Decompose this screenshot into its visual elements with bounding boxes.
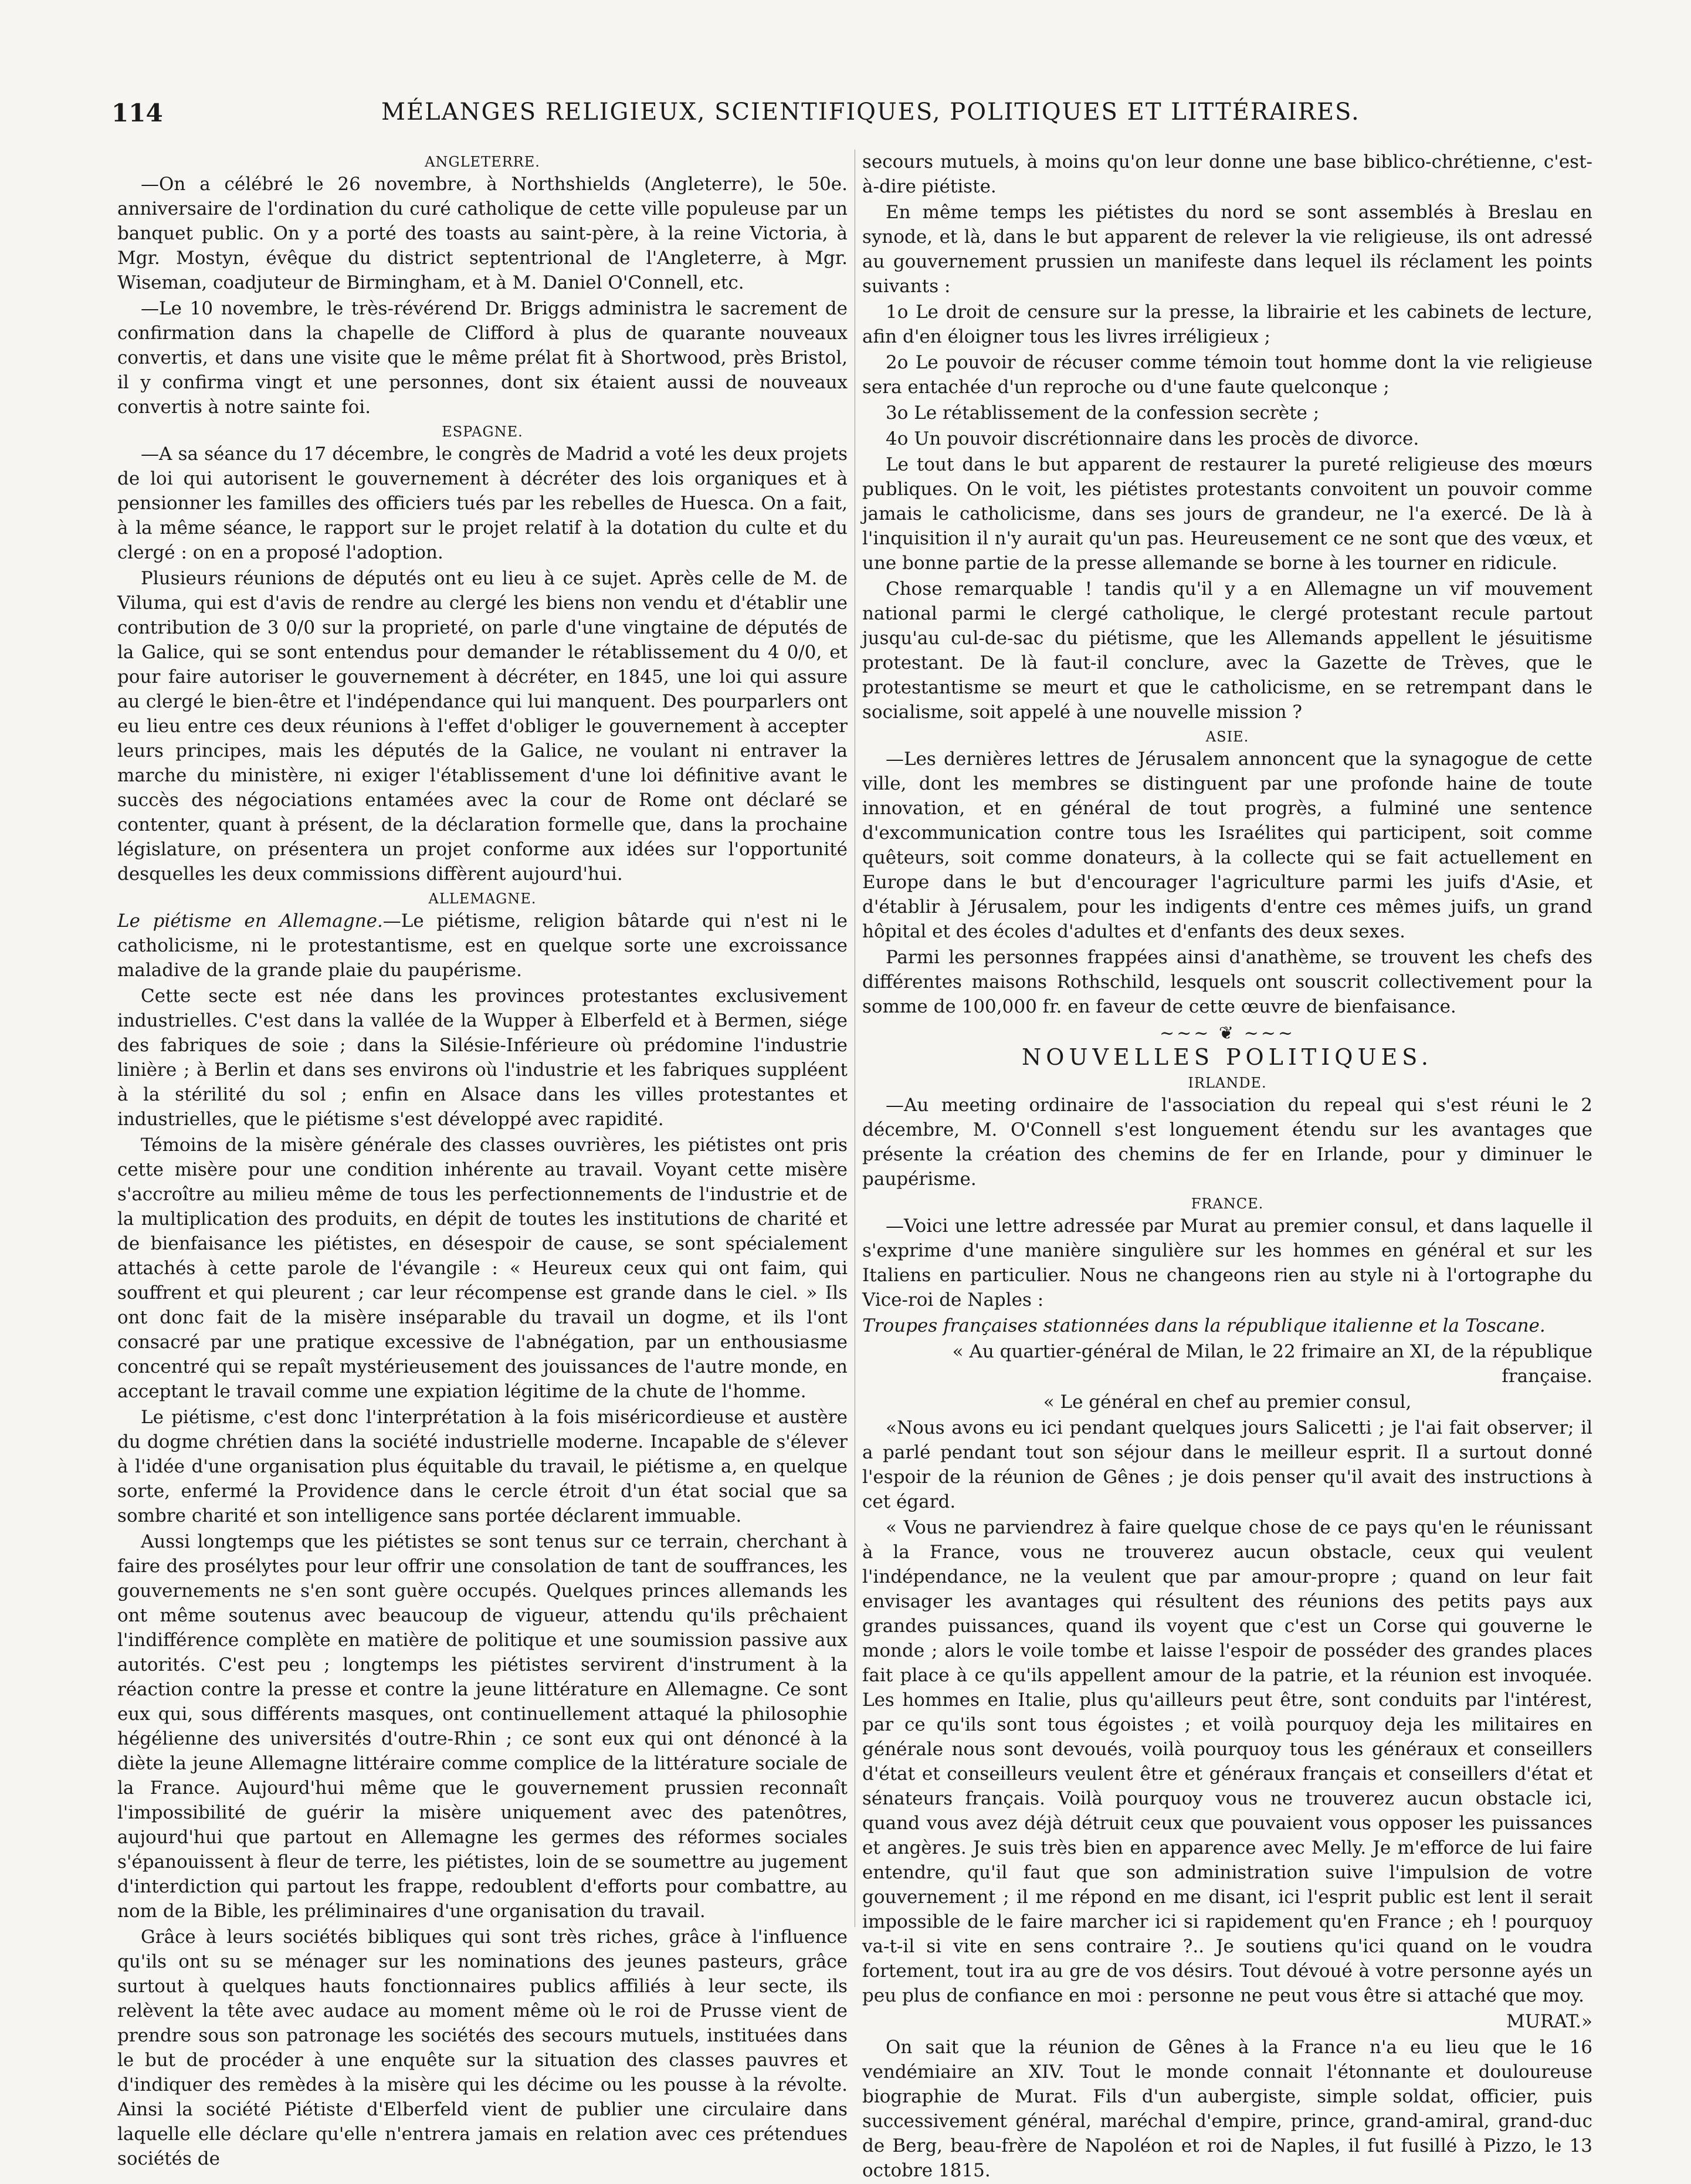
paragraph: Cette secte est née dans les provinces protestantes exclusivement industrielles. C'est dans la vallée de la Wupper à Elberfeld et à Bermen, siége des fabriques de soie ; dans la Silésie-Inférieure où prédomine l'industrie linière ; à Berlin et dans ses environs où l'industrie et les fabriques suppléent à la stérilité du sol ; enfin en Alsace dans les villes protestantes et industrielles, que le piétisme s'est développé avec rapidité. [117, 986, 848, 1130]
page-header [111, 99, 1613, 134]
paragraph: Plusieurs réunions de députés ont eu lieu à ce sujet. Après celle de M. de Viluma, qui est d'avis de rendre au clergé les biens non vendu et d'établir une contribution de 3 0/0 sur la proprieté, on parle d'une vingtaine de députés de la Galice, qui se sont entendus pour demander le rétablissement du 4 0/0, et pour faire autoriser le gouvernement à décréter, en 1845, une loi qui assure au clergé le bien-être et l'indépendance qui lui manquent. Des pourparlers ont eu lieu entre ces deux réunions à l'effet d'obliger le gouvernement à accepter leurs principes, mais les députés de la Galice, ne voulant ni entraver la marche du ministère, ni exiger l'établissement d'une loi définitive avant le succès des négociations entamées avec la cour de Rome ont déclaré se contenter, quant à présent, de la déclaration formelle que, dans la prochaine législature, on présentera un projet conforme aux idées sur l'opportunité desquelles les deux commissions diffèrent aujourd'hui. [117, 568, 848, 885]
section-heading-asie: ASIE. [1205, 729, 1249, 745]
letter-salutation: « Le général en chef au premier consul, [1043, 1391, 1412, 1413]
ornament-divider: ~~~ ❦ ~~~ [1159, 1023, 1296, 1044]
list-item: 4o Un pouvoir discrétionnaire dans les procès de divorce. [886, 428, 1419, 449]
list-item: 3o Le rétablissement de la confession secrète ; [886, 402, 1320, 424]
paragraph: —On a célébré le 26 novembre, à Northshields (Angleterre), le 50e. anniversaire de l'ordination du curé catholique de cette ville populeuse par un banquet public. On y a porté des toasts au saint-père, à la reine Victoria, à Mgr. Mostyn, évêque du district septentrional de l'Angleterre, à Mgr. Wiseman, coadjuteur de Birmingham, et à M. Daniel O'Connell, etc. [117, 174, 848, 293]
paragraph: Le piétisme, c'est donc l'interprétation à la fois miséricordieuse et austère du dogme chrétien dans la société industrielle moderne. Incapable de s'élever à l'idée d'une organisation plus équitable du travail, le piétisme a, en quelque sorte, enfermé la Providence dans le cercle étroit d'un état social que sa sombre charité et son intelligence sans portée déclarent immuable. [117, 1407, 848, 1526]
letter-paragraph: « Vous ne parviendrez à faire quelque chose de ce pays qu'en le réunissant à la France, vous ne trouverez aucun obstacle, ceux qui veulent l'indépendance, ne la veulent que par amour-propre ; quand on leur fait envisager les avantages qui résultent des réunions des petits pays aux grandes puissances, quand ils voyent que c'est un Corse qui gouverne le monde ; alors le voile tombe et laisse l'espoir de posséder des grandes places fait place à ce qu'ils appellent amour de la patrie, et la réunion est invoquée. Les hommes en Italie, plus qu'ailleurs peut être, sont conduits par l'intérest, par ce qu'ils sont tous égoistes ; et voilà pourquoy deja les militaires en générale nous sont devoués, voilà pourquoy tous les généraux et conseillers d'état et conseilleurs veulent être et généraux français et conseillers d'état et sénateurs français. Voilà pourquoy vous ne trouverez aucun obstacle ici, quand vous avez déjà détruit ceux que pouvaient vous opposer les puissances et angères. Je suis très bien en apparence avec Melly. Je m'efforce de lui faire entendre, qu'il faut que son administration suive l'impulsion de votre gouvernement ; il me répond en me disant, ici l'esprit public est lent il serait impossible de le faire marcher ici si rapidement qu'en France ; eh ! pourquoy va-t-il si vite en sens contraire ?.. Je soutiens qu'ici quand on le voudra fortement, tout ira au gre de vos désirs. Tout dévoué à votre personne ayés un peu plus de confiance en moi : personne ne peut vous être si attaché que moy. [862, 1517, 1592, 2006]
letter-caption: Troupes françaises stationnées dans la république italienne et la Toscane. [862, 1315, 1546, 1336]
letter-paragraph: «Nous avons eu ici pendant quelques jours Salicetti ; je l'ai fait observer; il a parlé pendant tout son séjour dans le meilleur esprit. Il a surtout donné l'espoir de la réunion de Gênes ; je dois penser qu'il avait des instructions à cet égard. [862, 1417, 1592, 1512]
list-item: 1o Le droit de censure sur la presse, la librairie et les cabinets de lecture, afin d'en éloigner tous les livres irréligieux ; [862, 302, 1592, 347]
letter-place-date: « Au quartier-général de Milan, le 22 frimaire an XI, de la république française. [952, 1341, 1592, 1387]
paragraph: —Au meeting ordinaire de l'association du repeal qui s'est réuni le 2 décembre, M. O'Connell s'est longuement étendu sur les avantages que présente la création des chemins de fer en Irlande, pour y diminuer le paupérisme. [862, 1095, 1592, 1190]
running-title: MÉLANGES RELIGIEUX, SCIENTIFIQUES, POLITIQUES ET LITTÉRAIRES. [381, 99, 1360, 126]
left-column [117, 150, 848, 2172]
right-column [862, 150, 1592, 2184]
paragraph: —Voici une lettre adressée par Murat au premier consul, et dans laquelle il s'exprime d'une manière singulière sur les hommes en général et sur les Italiens en particulier. Nous ne changeons rien au style ni à l'ortographe du Vice-roi de Naples : [862, 1215, 1592, 1311]
paragraph: Le tout dans le but apparent de restaurer la pureté religieuse des mœurs publiques. On le voit, les piétistes protestants convoitent un pouvoir comme jamais le catholicisme, dans ses jours de grandeur, ne l'a exercé. De là à l'inquisition il n'y aurait qu'un pas. Heureusement ce ne sont que des vœux, et une bonne partie de la presse allemande se borne à les tourner en ridicule. [862, 454, 1592, 574]
article-title: Le piétisme en Allemagne. [117, 910, 383, 932]
paragraph: Aussi longtemps que les piétistes se sont tenus sur ce terrain, cherchant à faire des prosélytes pour leur offrir une consolation de tant de souffrances, les gouvernements ne s'en sont guère occupés. Quelques princes allemands les ont même soutenus avec beaucoup de vigueur, attendu qu'ils prêchaient l'indifférence complète en matière de politique et une soumission passive aux autorités. C'est peu ; longtemps les piétistes servirent d'instrument à la réaction contre la presse et contre la jeune littérature en Allemagne. Ce sont eux qui, sous différents masques, ont continuellement attaqué la philosophie hégélienne des universités d'outre-Rhin ; ce sont eux qui ont dénoncé à la diète la jeune Allemagne littéraire comme complice de la littérature sociale de la France. Aujourd'hui même que le gouvernement prussien reconnaît l'impossibilité de guérir la misère uniquement avec des patenôtres, aujourd'hui que partout en Allemagne les germes des réformes sociales s'épanouissent à fleur de terre, les piétistes, loin de se soumettre au jugement d'interdiction qui partout les frappe, redoublent d'efforts pour combattre, au nom de la Bible, les préliminaires d'une organisation du travail. [117, 1531, 848, 1922]
section-heading-nouvelles-politiques: NOUVELLES POLITIQUES. [1022, 1044, 1433, 1070]
paragraph: Témoins de la misère générale des classes ouvrières, les piétistes ont pris cette misère pour une condition inhérente au travail. Voyant cette misère s'accroître au milieu même de tous les perfectionnements de l'industrie et de la multiplication des produits, en dépit de toutes les institutions de charité et de bienfaisance les piétistes, en désespoir de cause, se sont spécialement attachés à cette parole de l'évangile : « Heureux ceux qui ont faim, qui souffrent et qui pleurent ; car leur récompense est grande dans le ciel. » Ils ont donc fait de la misère inséparable du travail un dogme, et ils l'ont consacré par une pratique excessive de l'abnégation, par un enthousiasme concentré qui se repaît mystérieusement des jouissances de l'autre monde, en acceptant le travail comme une expiation légitime de la chute de l'homme. [117, 1135, 848, 1402]
paragraph: —Le 10 novembre, le très-révérend Dr. Briggs administra le sacrement de confirmation dans la chapelle de Clifford à plus de quarante nouveaux convertis, et dans une visite que le même prélat fit à Shortwood, près Bristol, il y confirma vingt et une personnes, dont six étaient aussi de nouveaux convertis à notre sainte foi. [117, 298, 848, 418]
section-heading-irlande: IRLANDE. [1188, 1075, 1267, 1091]
paragraph: —A sa séance du 17 décembre, le congrès de Madrid a voté les deux projets de loi qui autorisent le gouvernement à décréter des lois organiques et à pensionner les familles des officiers tués par les rebelles de Huesca. On a fait, à la même séance, le rapport sur le projet relatif à la dotation du culte et du clergé : on en a proposé l'adoption. [117, 443, 848, 563]
paragraph [117, 909, 848, 983]
paragraph: Chose remarquable ! tandis qu'il y a en Allemagne un vif mouvement national parmi le clergé catholique, le clergé protestant recule partout jusqu'au cul-de-sac du piétisme, que les Allemands appellent le jésuitisme protestant. De là faut-il conclure, avec la Gazette de Trèves, que le protestantisme se meurt et que le catholicisme, en se retrempant dans le socialisme, soit appelé à une nouvelle mission ? [862, 578, 1592, 723]
letter-signature: MURAT.» [1506, 2011, 1592, 2032]
paragraph: En même temps les piétistes du nord se sont assemblés à Breslau en synode, et là, dans le but apparent de relever la vie religieuse, ils ont adressé au gouvernement prussien un manifeste dans lequel ils réclament les points suivants : [862, 202, 1592, 297]
paragraph: On sait que la réunion de Gênes à la France n'a eu lieu que le 16 vendémiaire an XIV. Tout le monde connait l'étonnante et douloureuse biographie de Murat. Fils d'un aubergiste, simple soldat, officier, puis successivement général, maréchal d'empire, prince, grand-amiral, grand-duc de Berg, beau-frère de Napoléon et roi de Naples, il fut fusillé à Pizzo, le 13 octobre 1815. [862, 2037, 1592, 2181]
paragraph: secours mutuels, à moins qu'on leur donne une base biblico-chrétienne, c'est-à-dire piétiste. [862, 151, 1592, 197]
paragraph: Parmi les personnes frappées ainsi d'anathème, se trouvent les chefs des différentes maisons Rothschild, lesquels ont souscrit collectivement pour la somme de 100,000 fr. en faveur de cette œuvre de bienfaisance. [862, 947, 1592, 1017]
article-lead: —Le piétisme, religion bâtarde qui n'est ni le catholicisme, ni le protestantisme, est en quelque sorte une excroissance maladive de la grande plaie du paupérisme. [117, 910, 848, 981]
paragraph: —Les dernières lettres de Jérusalem annoncent que la synagogue de cette ville, dont les membres se distinguent par une profonde haine de toute innovation, et en général de tout progrès, a fulminé une sentence d'excommunication contre tous les Israélites qui participent, soit comme quêteurs, soit comme donateurs, à la collecte qui se fait actuellement en Europe dans le but d'encourager l'agriculture parmi les juifs d'Asie, et d'établir à Jérusalem, pour les indigents d'entre ces mêmes juifs, un grand hôpital et des écoles d'adultes et d'enfants des deux sexes. [862, 749, 1592, 942]
section-heading-angleterre: ANGLETERRE. [425, 154, 540, 170]
section-heading-espagne: ESPAGNE. [442, 424, 523, 440]
list-item: 2o Le pouvoir de récuser comme témoin tout homme dont la vie religieuse sera entachée d'un reproche ou d'une faute quelconque ; [862, 352, 1592, 398]
paragraph: Grâce à leurs sociétés bibliques qui sont très riches, grâce à l'influence qu'ils ont su se ménager sur les nominations des jeunes pasteurs, grâce surtout à quelques hauts fonctionnaires publics affiliés à leur secte, ils relèvent la tête avec audace au moment même où le roi de Prusse vient de prendre sous son patronage les sociétés des secours mutuels, instituées dans le but de procéder à une enquête sur la situation des classes pauvres et d'indiquer des remèdes à la misère qui les décime ou les pousse à la révolte. Ainsi la société Piétiste d'Elberfeld vient de publier une circulaire dans laquelle elle déclare qu'elle n'entrera jamais en relation avec ces prétendues sociétés de [117, 1926, 848, 2169]
section-heading-allemagne: ALLEMAGNE. [428, 890, 537, 907]
page-number: 114 [111, 99, 163, 127]
section-heading-france: FRANCE. [1191, 1196, 1264, 1212]
